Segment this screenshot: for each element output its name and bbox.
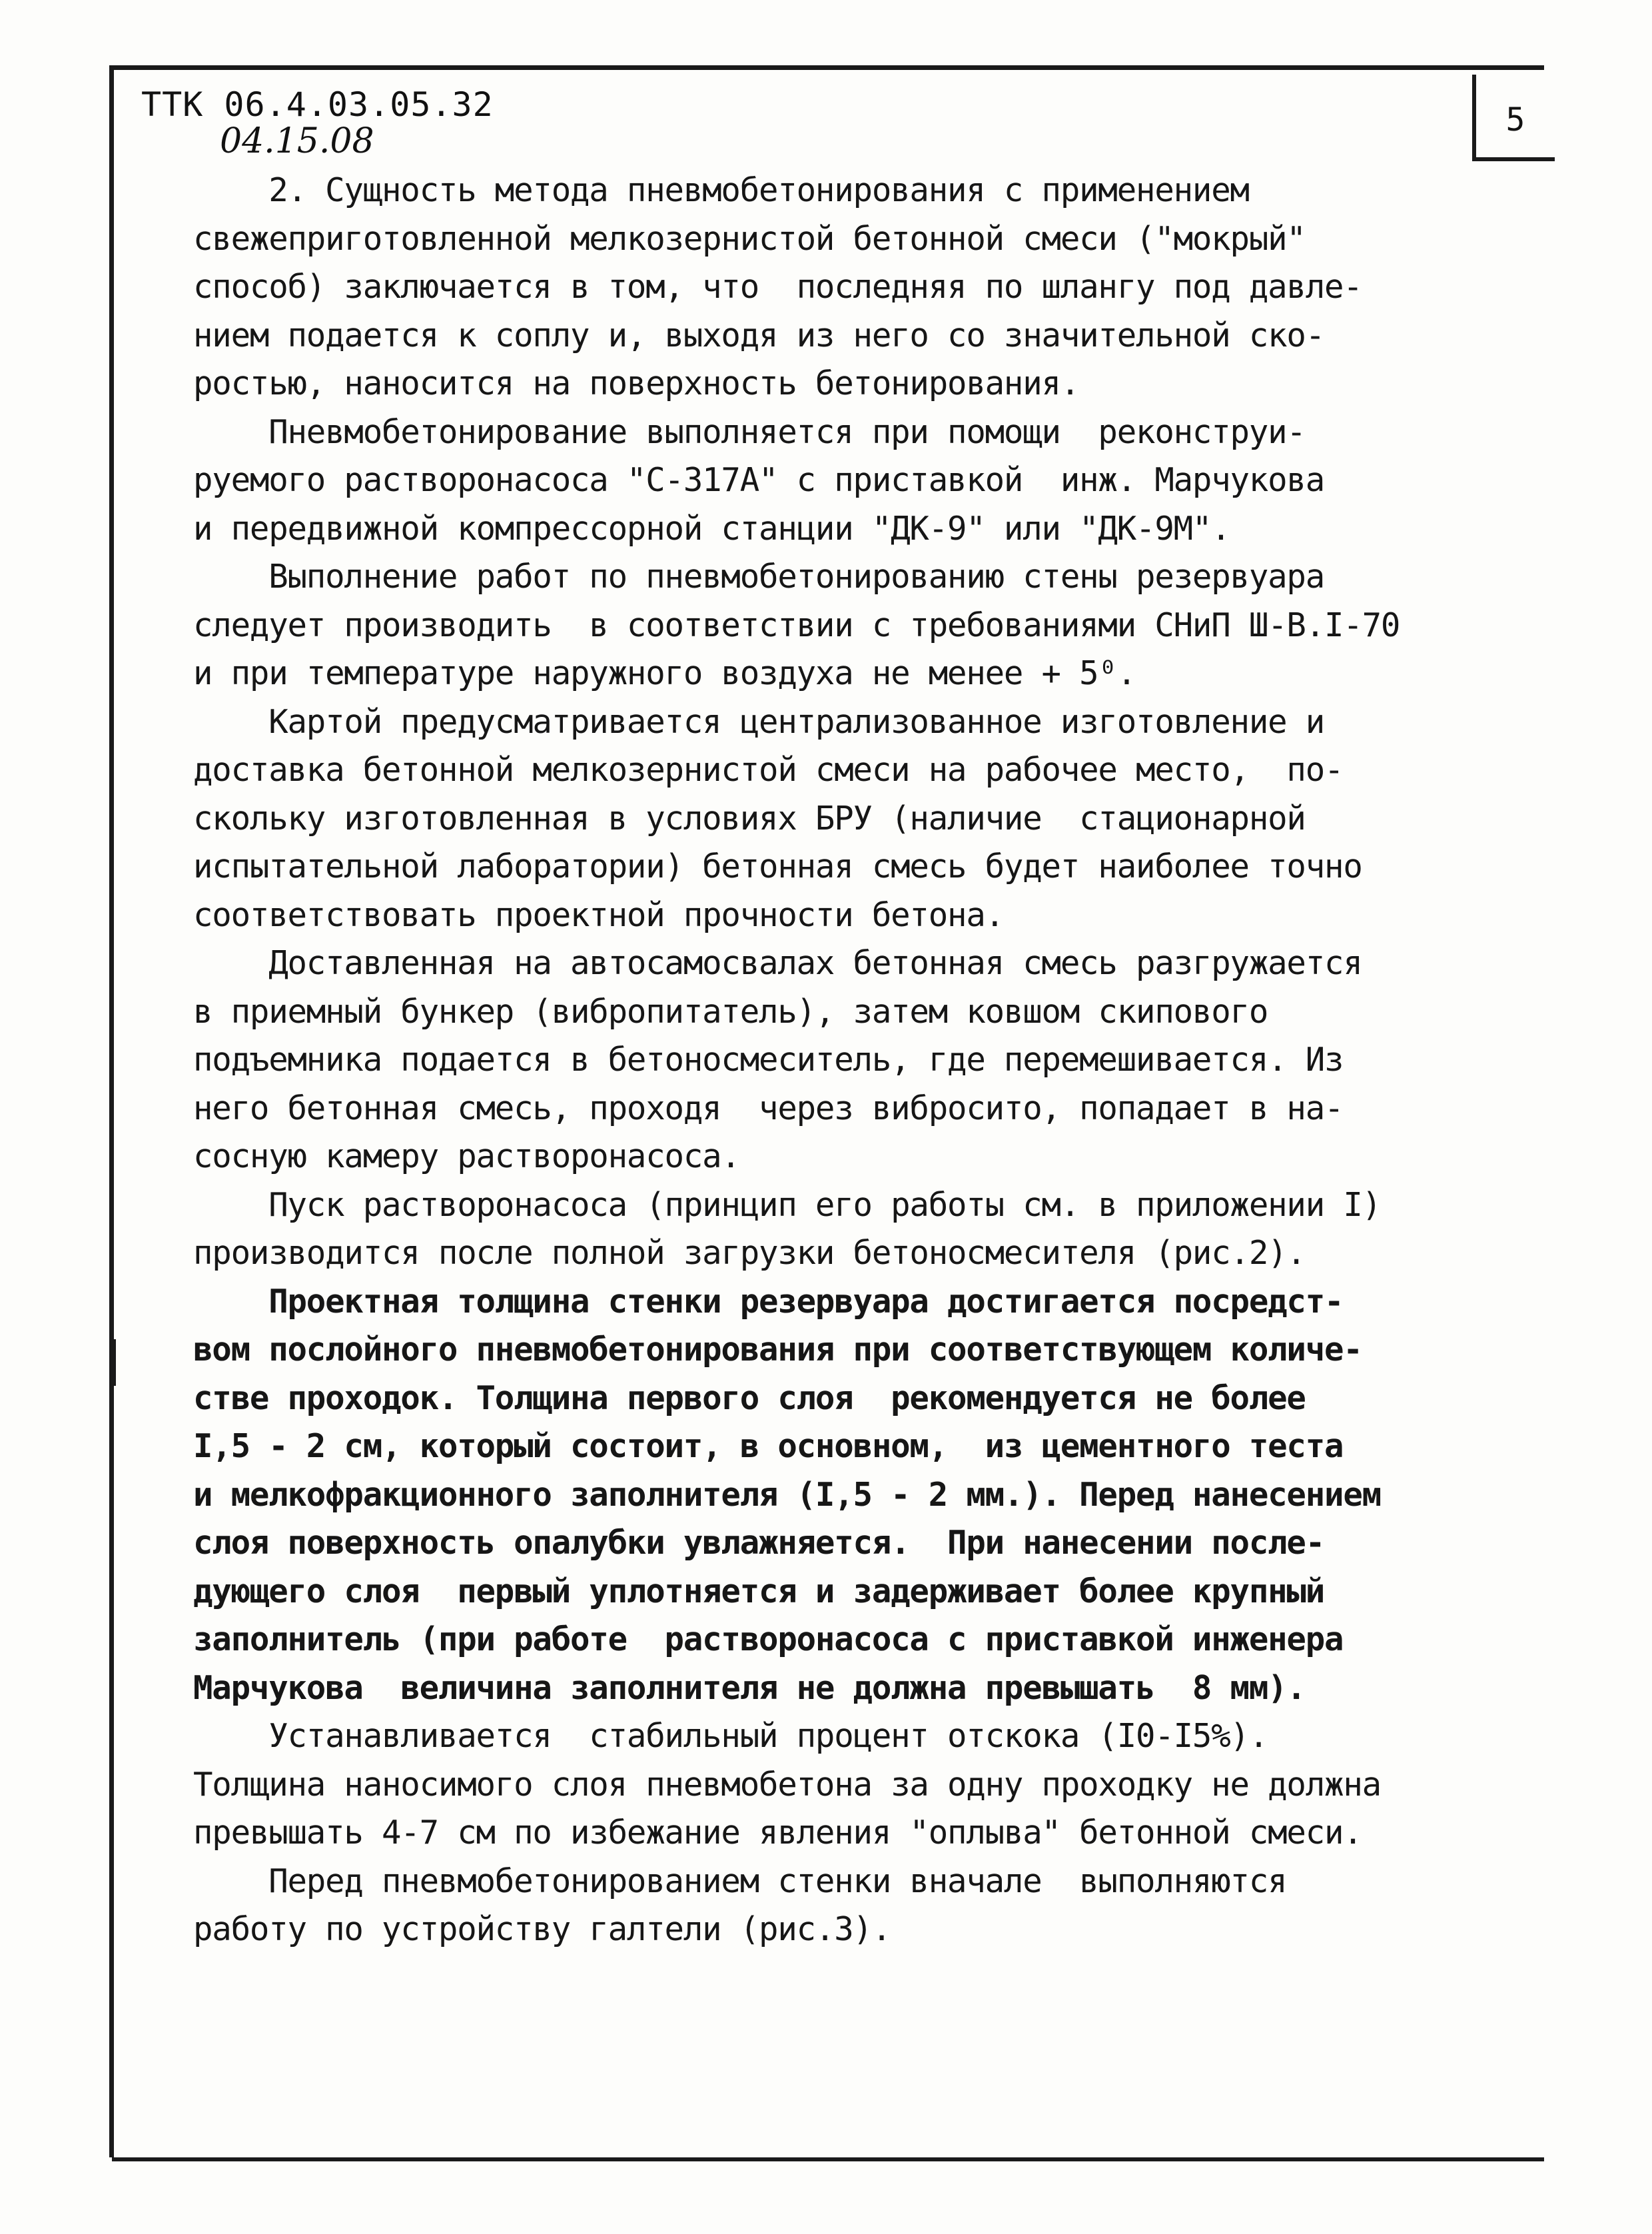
text-line: испытательной лаборатории) бетонная смесь будет наиболее точно <box>193 847 1362 885</box>
paragraph <box>193 408 1519 554</box>
text-line: следует производить в соответствии с требованиями СНиП Ш-В.I-70 <box>193 606 1400 644</box>
text-line: и при температуре наружного воздуха не менее + 5⁰. <box>193 654 1136 692</box>
paragraph <box>193 553 1519 698</box>
margin-mark <box>112 1339 116 1386</box>
text-line: Проектная толщина стенки резервуара достигается посредст- <box>193 1282 1344 1321</box>
page-number-box <box>1472 75 1555 161</box>
text-line: Выполнение работ по пневмобетонированию стены резервуара <box>193 558 1325 596</box>
text-line: превышать 4-7 см по избежание явления "оплыва" бетонной смеси. <box>193 1814 1362 1852</box>
frame-top-line <box>112 65 1544 70</box>
paragraph <box>193 1858 1519 1954</box>
text-line: соответствовать проектной прочности бетона. <box>193 895 1004 934</box>
text-line: Картой предусматривается централизованное изготовление и <box>193 702 1325 741</box>
text-line: стве проходок. Толщина первого слоя рекомендуется не более <box>193 1379 1306 1417</box>
text-line: сосную камеру растворонасоса. <box>193 1137 740 1175</box>
text-line: нием подается к соплу и, выходя из него со значительной ско- <box>193 316 1325 354</box>
text-line: Марчукова величина заполнителя не должна превышать 8 мм). <box>193 1668 1306 1707</box>
text-line: в приемный бункер (вибропитатель), затем ковшом скипового <box>193 992 1268 1031</box>
text-line: Доставленная на автосамосвалах бетонная смесь разгружается <box>193 944 1362 982</box>
text-line: Пневмобетонирование выполняется при помощи реконструи- <box>193 412 1306 451</box>
text-line: Устанавливается стабильный процент отскока (I0-I5%). <box>193 1717 1268 1755</box>
body-text <box>193 167 1519 1954</box>
frame-bottom-line <box>112 2157 1544 2161</box>
text-line: ростью, наносится на поверхность бетонирования. <box>193 364 1080 402</box>
paragraph <box>193 1712 1519 1858</box>
text-line: заполнитель (при работе растворонасоса с приставкой инженера <box>193 1620 1344 1658</box>
paragraph <box>193 698 1519 940</box>
text-line: и передвижной компрессорной станции "ДК-9" или "ДК-9М". <box>193 509 1230 548</box>
text-line: I,5 - 2 см, который состоит, в основном, из цементного теста <box>193 1427 1344 1465</box>
paragraph <box>193 1278 1519 1713</box>
text-line: 2. Сущность метода пневмобетонирования с применением <box>193 171 1249 209</box>
text-line: него бетонная смесь, проходя через вибросито, попадает в на- <box>193 1089 1344 1127</box>
handwritten-date: 04.15.08 <box>220 121 374 161</box>
document-code: ТТК 06.4.03.05.32 <box>141 85 494 124</box>
text-line: свежеприготовленной мелкозернистой бетонной смеси ("мокрый" <box>193 219 1306 258</box>
text-line: и мелкофракционного заполнителя (I,5 - 2 мм.). Перед нанесением <box>193 1475 1381 1514</box>
text-line: руемого растворонасоса "С-317А" с приставкой инж. Марчукова <box>193 461 1325 499</box>
text-line: доставка бетонной мелкозернистой смеси на рабочее место, по- <box>193 751 1344 789</box>
text-line: Пуск растворонасоса (принцип его работы см. в приложении I) <box>193 1185 1381 1224</box>
text-line: подъемника подается в бетоносмеситель, где перемешивается. Из <box>193 1041 1344 1079</box>
frame-left-line <box>109 65 114 2157</box>
text-line: способ) заключается в том, что последняя по шлангу под давле- <box>193 268 1362 306</box>
text-line: слоя поверхность опалубки увлажняется. При нанесении после- <box>193 1524 1325 1562</box>
paragraph <box>193 939 1519 1181</box>
text-line: работу по устройству галтели (рис.3). <box>193 1910 891 1948</box>
paragraph <box>193 1181 1519 1278</box>
text-line: дующего слоя первый уплотняется и задерживает более крупный <box>193 1572 1325 1610</box>
page-number: 5 <box>1505 101 1525 139</box>
text-line: Перед пневмобетонированием стенки вначале выполняются <box>193 1862 1287 1900</box>
text-line: производится после полной загрузки бетоносмесителя (рис.2). <box>193 1234 1306 1272</box>
text-line: Толщина наносимого слоя пневмобетона за одну проходку не должна <box>193 1765 1381 1804</box>
text-line: вом послойного пневмобетонирования при соответствующем количе- <box>193 1331 1362 1369</box>
paragraph <box>193 167 1519 408</box>
text-line: скольку изготовленная в условиях БРУ (наличие стационарной <box>193 799 1306 838</box>
